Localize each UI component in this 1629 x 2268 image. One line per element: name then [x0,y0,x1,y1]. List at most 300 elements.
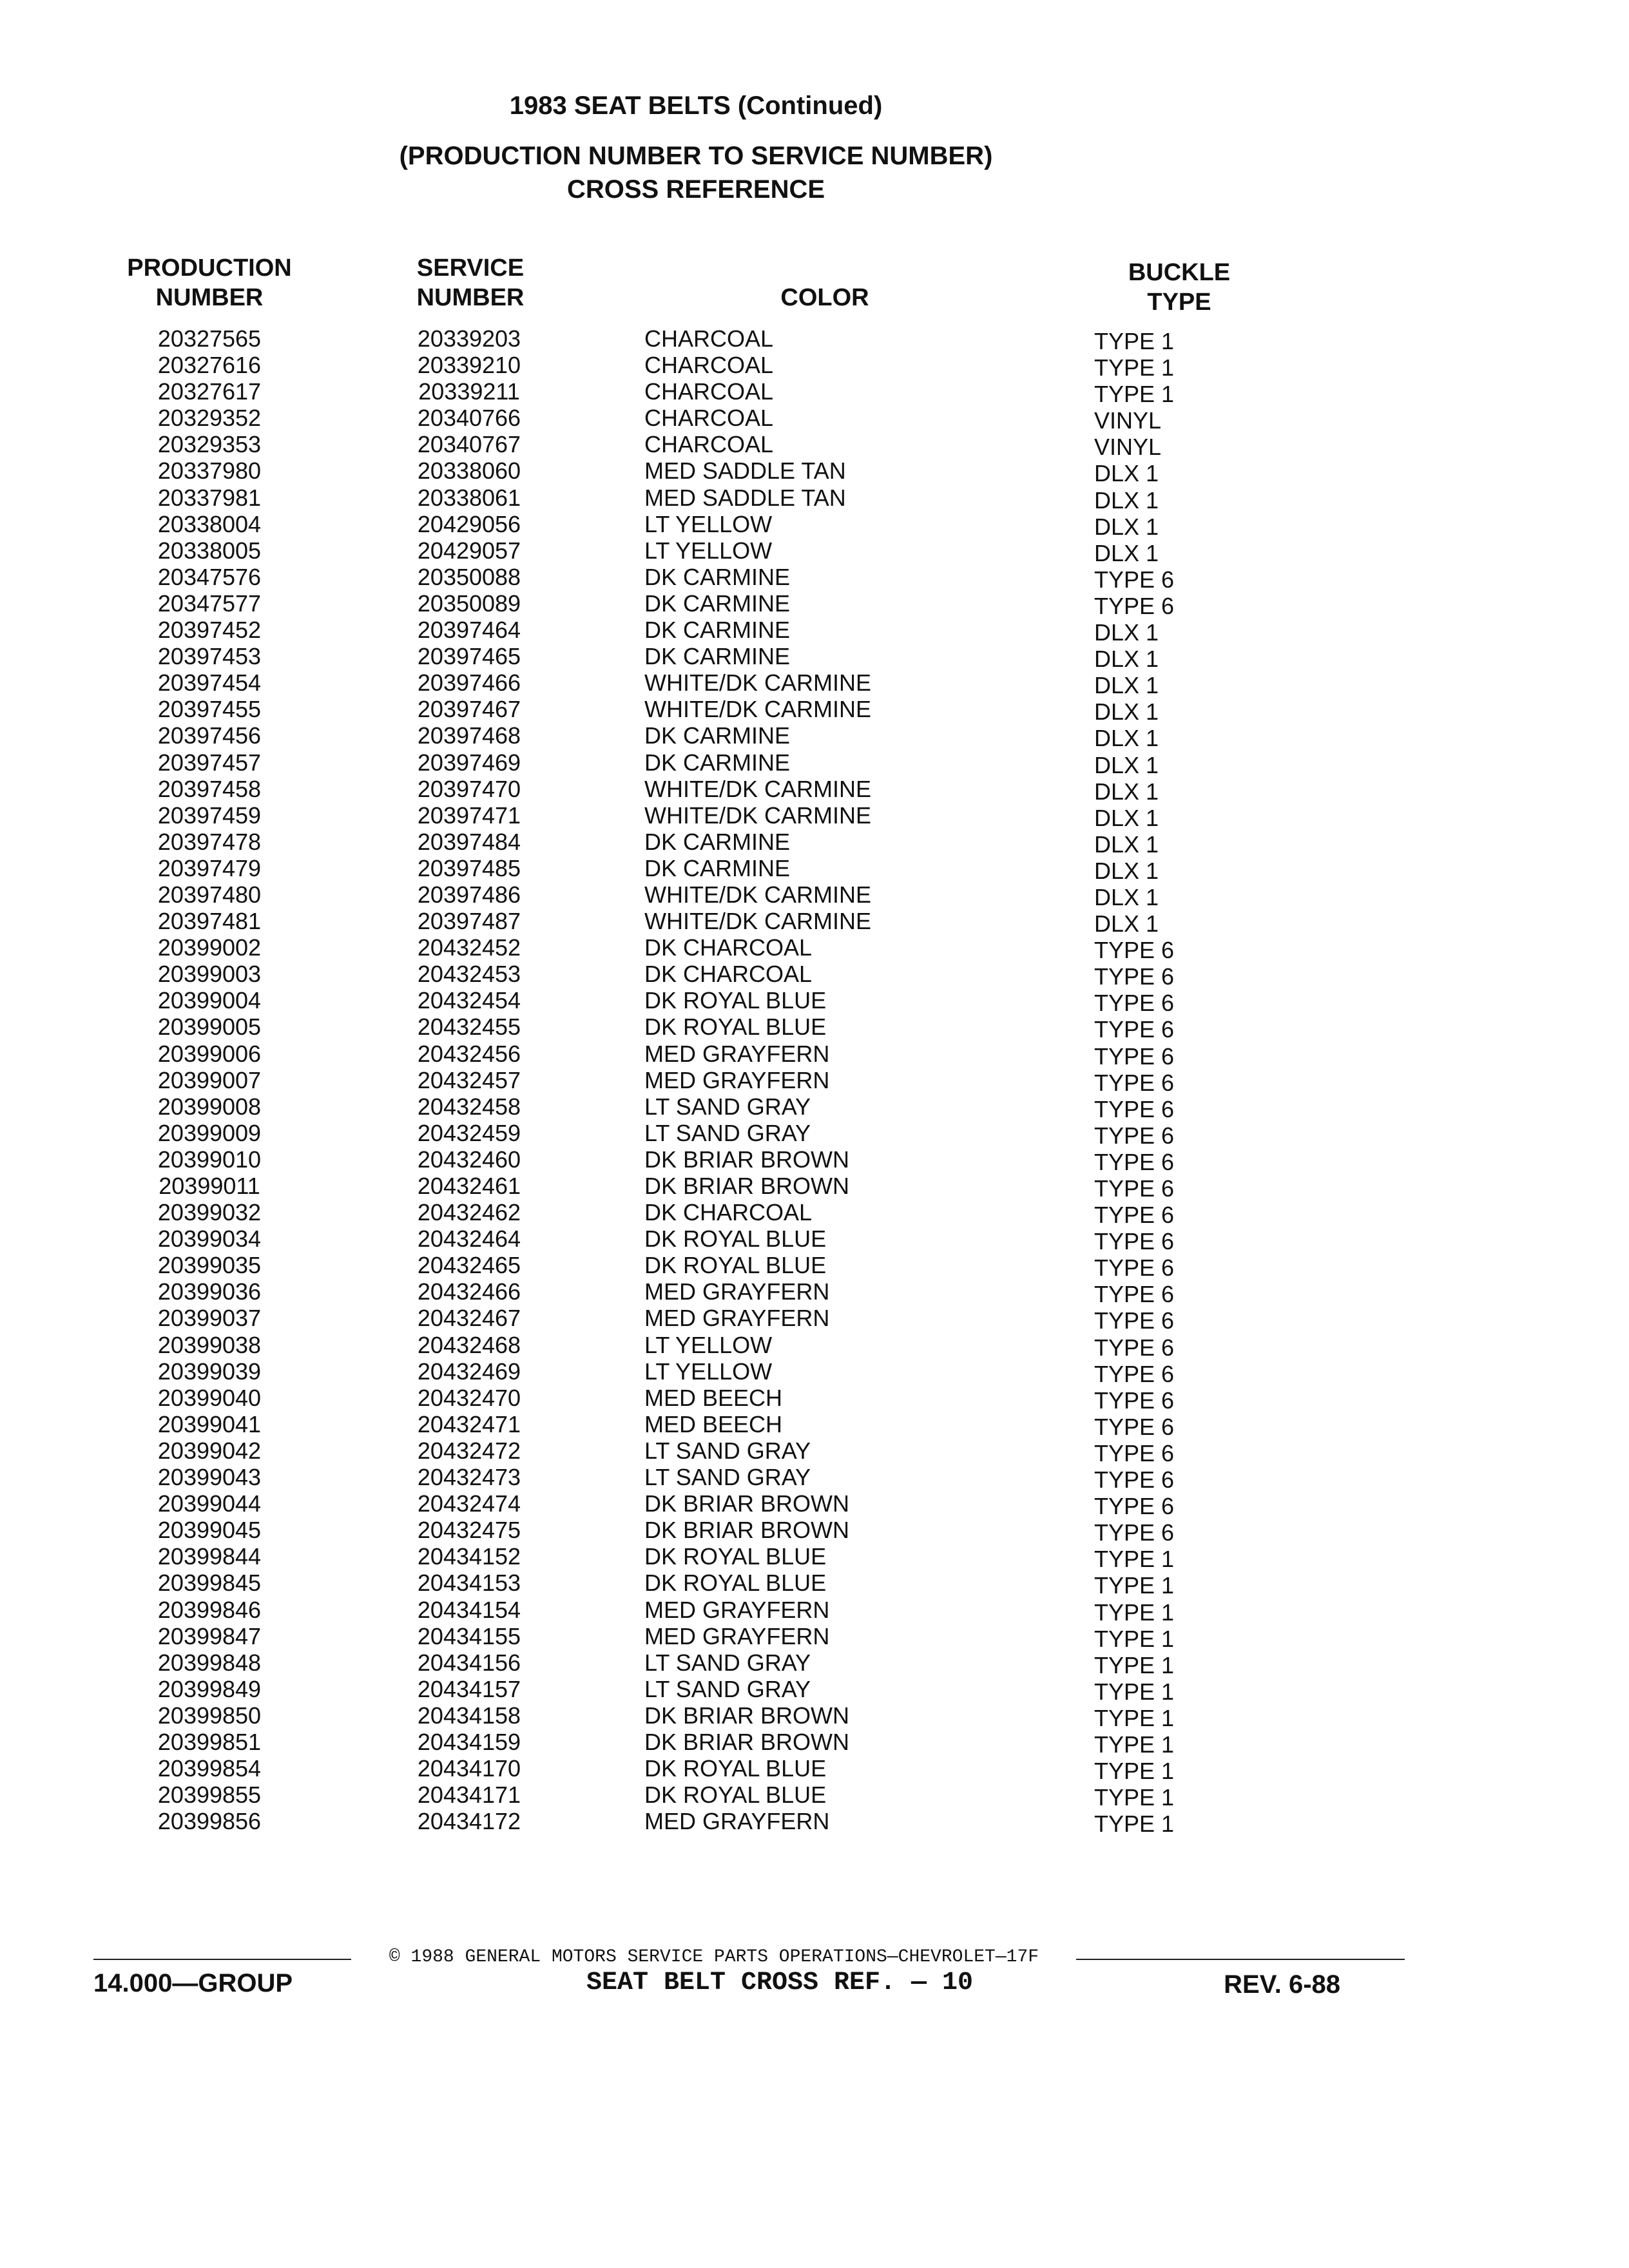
buckle-type-cell: DLX 1 [1094,778,1159,805]
service-number-cell: 20397470 [417,775,521,802]
page-title: 1983 SEAT BELTS (Continued) [509,91,883,120]
table-row [0,961,1629,990]
service-number-cell: 20338061 [417,484,521,511]
production-number-cell: 20397454 [157,669,262,697]
buckle-type-cell: TYPE 6 [1094,963,1175,990]
buckle-type-cell: VINYL [1094,407,1162,434]
table-row [0,1649,1629,1676]
table-row [0,722,1629,752]
footer-rule-right [1076,1959,1405,1960]
production-number-cell: 20399005 [157,1014,262,1041]
column-header-line: BUCKLE [1128,259,1231,286]
service-number-cell: 20432465 [417,1252,521,1279]
production-number-cell: 20399847 [157,1622,262,1649]
service-number-cell: 20432464 [417,1225,521,1253]
buckle-type-cell: VINYL [1094,434,1162,461]
service-number-cell: 20432461 [417,1173,521,1199]
color-cell: DK ROYAL BLUE [644,1570,827,1597]
buckle-type-cell: TYPE 6 [1094,1466,1175,1494]
service-number-cell: 20350088 [417,563,521,590]
production-number-cell: 20397479 [157,854,262,881]
production-number-cell: 20397458 [157,775,262,802]
buckle-type-cell: TYPE 6 [1094,1281,1175,1308]
service-number-cell: 20434158 [417,1702,521,1729]
color-cell: MED BEECH [644,1384,783,1411]
color-cell: MED SADDLE TAN [644,484,846,511]
service-number-cell: 20432468 [417,1331,521,1358]
service-number-cell: 20434152 [417,1543,521,1570]
service-number-cell: 20434157 [417,1675,521,1702]
buckle-type-cell: TYPE 6 [1094,990,1175,1017]
production-number-cell: 20327617 [157,378,262,405]
color-cell: DK CHARCOAL [644,961,813,988]
service-number-cell: 20432467 [417,1305,521,1332]
production-number-cell: 20399045 [157,1517,262,1544]
buckle-type-cell: DLX 1 [1094,672,1159,699]
color-cell: DK BRIAR BROWN [644,1173,850,1199]
service-number-cell: 20350089 [417,590,521,617]
table-row [0,1305,1629,1334]
production-number-cell: 20399007 [157,1066,262,1093]
buckle-type-cell: TYPE 1 [1094,1651,1175,1678]
service-number-cell: 20432466 [417,1278,521,1305]
buckle-type-cell: TYPE 1 [1094,1546,1175,1573]
table-row [0,802,1629,829]
column-header-production-number [110,253,309,312]
color-cell: DK CARMINE [644,590,791,617]
service-number-cell: 20432458 [417,1093,521,1120]
buckle-type-cell: TYPE 6 [1094,1122,1175,1149]
production-number-cell: 20399856 [157,1808,262,1835]
service-number-cell: 20432456 [417,1040,521,1067]
service-number-cell: 20432470 [417,1384,521,1411]
production-number-cell: 20397457 [157,749,262,776]
service-number-cell: 20432472 [417,1437,521,1464]
table-row [0,1252,1629,1282]
table-row [0,881,1629,908]
production-number-cell: 20399844 [157,1543,262,1570]
service-number-cell: 20397467 [417,696,521,723]
table-row [0,1040,1629,1070]
table-row [0,908,1629,937]
footer-group: 14.000—GROUP [93,1969,293,1997]
service-number-cell: 20434171 [417,1782,521,1809]
table-row [0,1358,1629,1385]
color-cell: LT SAND GRAY [644,1675,811,1702]
service-number-cell: 20434159 [417,1728,521,1755]
table-row [0,484,1629,514]
color-cell: WHITE/DK CARMINE [644,775,872,802]
service-number-cell: 20432460 [417,1146,521,1173]
service-number-cell: 20432459 [417,1119,521,1146]
service-number-cell: 20429056 [417,510,521,537]
table-row [0,590,1629,617]
production-number-cell: 20399848 [157,1649,262,1676]
service-number-cell: 20434153 [417,1570,521,1597]
buckle-type-cell: TYPE 1 [1094,1678,1175,1705]
production-number-cell: 20399041 [157,1410,262,1437]
service-number-cell: 20434154 [417,1596,521,1623]
service-number-cell: 20397466 [417,669,521,697]
color-cell: WHITE/DK CARMINE [644,908,872,935]
color-cell: MED SADDLE TAN [644,457,846,485]
production-number-cell: 20399036 [157,1278,262,1305]
service-number-cell: 20397487 [417,908,521,935]
buckle-type-cell: TYPE 6 [1094,1439,1175,1466]
service-number-cell: 20338060 [417,457,521,485]
buckle-type-cell: TYPE 1 [1094,381,1175,408]
table-row [0,669,1629,699]
table-row [0,1490,1629,1520]
service-number-cell: 20434172 [417,1808,521,1835]
production-number-cell: 20399034 [157,1225,262,1253]
buckle-type-cell: TYPE 6 [1094,1519,1175,1546]
production-number-cell: 20399032 [157,1199,262,1226]
service-number-cell: 20397469 [417,749,521,776]
buckle-type-cell: TYPE 6 [1094,1334,1175,1361]
production-number-cell: 20399851 [157,1728,262,1755]
table-row [0,696,1629,726]
buckle-type-cell: TYPE 6 [1094,1148,1175,1175]
color-cell: CHARCOAL [644,378,774,405]
column-header-line: NUMBER [416,284,525,311]
color-cell: DK CARMINE [644,617,791,644]
buckle-type-cell: TYPE 6 [1094,566,1175,593]
color-cell: WHITE/DK CARMINE [644,669,872,697]
service-number-cell: 20432457 [417,1066,521,1093]
color-cell: MED GRAYFERN [644,1040,830,1067]
buckle-type-cell: TYPE 6 [1094,1413,1175,1440]
buckle-type-cell: TYPE 6 [1094,1069,1175,1096]
color-cell: WHITE/DK CARMINE [644,881,872,908]
buckle-type-cell: TYPE 6 [1094,1228,1175,1255]
buckle-type-cell: TYPE 1 [1094,1572,1175,1599]
color-cell: LT SAND GRAY [644,1464,811,1491]
buckle-type-cell: TYPE 6 [1094,1016,1175,1043]
table-row [0,775,1629,805]
production-number-cell: 20399002 [157,934,262,961]
production-number-cell: 20399854 [157,1755,262,1782]
buckle-type-cell: DLX 1 [1094,910,1159,937]
production-number-cell: 20399038 [157,1331,262,1358]
production-number-cell: 20399044 [157,1490,262,1517]
service-number-cell: 20397464 [417,617,521,644]
table-row [0,1543,1629,1573]
service-number-cell: 20434155 [417,1622,521,1649]
table-row [0,828,1629,858]
production-number-cell: 20399039 [157,1358,262,1385]
buckle-type-cell: TYPE 1 [1094,1758,1175,1785]
service-number-cell: 20432474 [417,1490,521,1517]
buckle-type-cell: TYPE 1 [1094,1784,1175,1811]
production-number-cell: 20397452 [157,617,262,644]
table-row [0,1675,1629,1705]
color-cell: DK CARMINE [644,563,791,590]
table-row [0,537,1629,564]
color-cell: DK CARMINE [644,749,791,776]
table-row [0,1570,1629,1599]
service-number-cell: 20340767 [417,431,521,458]
production-number-cell: 20337980 [157,457,262,485]
color-cell: DK BRIAR BROWN [644,1702,850,1729]
buckle-type-cell: DLX 1 [1094,857,1159,884]
production-number-cell: 20399042 [157,1437,262,1464]
service-number-cell: 20432473 [417,1464,521,1491]
service-number-cell: 20432462 [417,1199,521,1226]
buckle-type-cell: TYPE 6 [1094,1175,1175,1202]
production-number-cell: 20397453 [157,643,262,670]
color-cell: DK CARMINE [644,643,791,670]
table-row [0,1517,1629,1546]
color-cell: CHARCOAL [644,431,774,458]
production-number-cell: 20338004 [157,510,262,537]
table-row [0,352,1629,381]
buckle-type-cell: TYPE 6 [1094,1493,1175,1520]
color-cell: MED BEECH [644,1410,783,1437]
table-row [0,563,1629,593]
table-row [0,1119,1629,1149]
service-number-cell: 20339203 [417,325,521,352]
page-subtitle: (PRODUCTION NUMBER TO SERVICE NUMBER) [399,142,993,170]
service-number-cell: 20432469 [417,1358,521,1385]
color-cell: DK ROYAL BLUE [644,1252,827,1279]
table-row [0,1728,1629,1758]
service-number-cell: 20339211 [418,378,520,405]
buckle-type-cell: TYPE 6 [1094,1043,1175,1070]
service-number-cell: 20432453 [417,961,521,988]
production-number-cell: 20337981 [157,484,262,511]
column-header-service-number [387,253,554,312]
color-cell: DK ROYAL BLUE [644,1543,827,1570]
color-cell: CHARCOAL [644,325,774,352]
production-number-cell: 20399010 [157,1146,262,1173]
color-cell: MED GRAYFERN [644,1278,830,1305]
table-row [0,510,1629,540]
buckle-type-cell: DLX 1 [1094,460,1159,487]
production-number-cell: 20399043 [157,1464,262,1491]
color-cell: MED GRAYFERN [644,1305,830,1332]
table-row [0,1199,1629,1229]
production-number-cell: 20397459 [157,802,262,829]
production-number-cell: 20399850 [157,1702,262,1729]
buckle-type-cell: DLX 1 [1094,751,1159,778]
color-cell: LT YELLOW [644,510,773,537]
table-row [0,405,1629,434]
table-row [0,1808,1629,1838]
color-cell: DK ROYAL BLUE [644,1225,827,1253]
color-cell: DK CHARCOAL [644,1199,813,1226]
production-number-cell: 20399004 [157,987,262,1014]
column-header-buckle-type [1089,258,1269,317]
column-header-color: COLOR [780,284,869,311]
production-number-cell: 20347576 [157,563,262,590]
buckle-type-cell: TYPE 1 [1094,328,1175,354]
service-number-cell: 20432475 [417,1517,521,1544]
color-cell: LT SAND GRAY [644,1093,811,1120]
production-number-cell: 20347577 [157,590,262,617]
production-number-cell: 20399849 [157,1675,262,1702]
table-row [0,1596,1629,1626]
service-number-cell: 20340766 [417,405,521,432]
production-number-cell: 20397481 [157,908,262,935]
color-cell: DK BRIAR BROWN [644,1517,850,1544]
buckle-type-cell: TYPE 1 [1094,1599,1175,1626]
service-number-cell: 20432455 [417,1014,521,1041]
table-row [0,987,1629,1017]
color-cell: MED GRAYFERN [644,1596,830,1623]
production-number-cell: 20327565 [157,325,262,352]
buckle-type-cell: TYPE 1 [1094,1704,1175,1731]
table-row [0,457,1629,487]
buckle-type-cell: TYPE 6 [1094,592,1175,619]
column-header-line: TYPE [1147,289,1211,316]
table-row [0,1173,1629,1202]
production-number-cell: 20397478 [157,828,262,855]
color-cell: DK BRIAR BROWN [644,1728,850,1755]
table-row [0,1278,1629,1308]
table-row [0,1384,1629,1414]
color-cell: DK ROYAL BLUE [644,1755,827,1782]
production-number-cell: 20329353 [157,431,262,458]
table-row [0,854,1629,884]
buckle-type-cell: TYPE 6 [1094,1095,1175,1122]
table-row [0,1066,1629,1096]
buckle-type-cell: DLX 1 [1094,619,1159,646]
table-row [0,1755,1629,1785]
color-cell: DK ROYAL BLUE [644,1014,827,1041]
service-number-cell: 20397484 [417,828,521,855]
buckle-type-cell: TYPE 6 [1094,1387,1175,1414]
cross-reference-table [0,325,1629,1838]
buckle-type-cell: DLX 1 [1094,698,1159,726]
table-row [0,1464,1629,1494]
production-number-cell: 20338005 [157,537,262,564]
production-number-cell: 20399035 [157,1252,262,1279]
buckle-type-cell: TYPE 6 [1094,1307,1175,1334]
color-cell: LT SAND GRAY [644,1437,811,1464]
table-row [0,643,1629,673]
table-row [0,1702,1629,1729]
production-number-cell: 20329352 [157,405,262,432]
production-number-cell: 20399003 [157,961,262,988]
page-subtitle-cross-reference: CROSS REFERENCE [566,175,825,204]
table-row [0,1782,1629,1811]
buckle-type-cell: TYPE 1 [1094,1731,1175,1758]
production-number-cell: 20399855 [157,1782,262,1809]
table-row [0,934,1629,964]
buckle-type-cell: TYPE 6 [1094,937,1175,964]
column-header-line: NUMBER [155,284,264,311]
service-number-cell: 20397485 [417,854,521,881]
color-cell: LT SAND GRAY [644,1649,811,1676]
buckle-type-cell: DLX 1 [1094,883,1159,910]
production-number-cell: 20399008 [157,1093,262,1120]
buckle-type-cell: DLX 1 [1094,486,1159,514]
table-row [0,1146,1629,1173]
buckle-type-cell: TYPE 6 [1094,1360,1175,1387]
color-cell: DK CHARCOAL [644,934,813,961]
production-number-cell: 20399040 [157,1384,262,1411]
buckle-type-cell: DLX 1 [1094,646,1159,673]
buckle-type-cell: TYPE 6 [1094,1202,1175,1229]
color-cell: WHITE/DK CARMINE [644,802,872,829]
table-row [0,378,1629,408]
service-number-cell: 20397486 [417,881,521,908]
color-cell: LT YELLOW [644,1358,773,1385]
color-cell: MED GRAYFERN [644,1066,830,1093]
color-cell: LT YELLOW [644,1331,773,1358]
color-cell: DK ROYAL BLUE [644,1782,827,1809]
service-number-cell: 20432454 [417,987,521,1014]
color-cell: DK CARMINE [644,722,791,749]
service-number-cell: 20432452 [417,934,521,961]
buckle-type-cell: DLX 1 [1094,804,1159,831]
column-header-line: SERVICE [416,255,525,282]
footer-copyright: © 1988 GENERAL MOTORS SERVICE PARTS OPERATIONS—CHEVROLET—17F [389,1947,1039,1967]
color-cell: WHITE/DK CARMINE [644,696,872,723]
service-number-cell: 20397465 [417,643,521,670]
service-number-cell: 20339210 [417,352,521,379]
buckle-type-cell: DLX 1 [1094,725,1159,752]
color-cell: CHARCOAL [644,405,774,432]
table-row [0,325,1629,352]
service-number-cell: 20397468 [417,722,521,749]
production-number-cell: 20399846 [157,1596,262,1623]
table-row [0,1622,1629,1652]
table-row [0,1093,1629,1120]
buckle-type-cell: DLX 1 [1094,513,1159,540]
table-row [0,1410,1629,1440]
buckle-type-cell: TYPE 1 [1094,1811,1175,1838]
buckle-type-cell: TYPE 1 [1094,354,1175,381]
color-cell: MED GRAYFERN [644,1622,830,1649]
production-number-cell: 20397456 [157,722,262,749]
service-number-cell: 20429057 [417,537,521,564]
color-cell: MED GRAYFERN [644,1808,830,1835]
buckle-type-cell: DLX 1 [1094,539,1159,566]
footer-rule-left [93,1959,351,1960]
footer-section: SEAT BELT CROSS REF. — 10 [586,1968,974,1997]
table-row [0,1225,1629,1255]
production-number-cell: 20399037 [157,1305,262,1332]
production-number-cell: 20399006 [157,1040,262,1067]
table-row [0,1437,1629,1464]
footer-revision: REV. 6-88 [1224,1970,1340,1999]
color-cell: LT YELLOW [644,537,773,564]
production-number-cell: 20327616 [157,352,262,379]
buckle-type-cell: TYPE 1 [1094,1625,1175,1652]
table-row [0,1014,1629,1043]
color-cell: DK BRIAR BROWN [644,1490,850,1517]
color-cell: CHARCOAL [644,352,774,379]
service-number-cell: 20434156 [417,1649,521,1676]
production-number-cell: 20399011 [159,1173,260,1199]
column-header-line: PRODUCTION [127,255,292,282]
buckle-type-cell: TYPE 6 [1094,1254,1175,1282]
service-number-cell: 20432471 [417,1410,521,1437]
table-row [0,617,1629,646]
buckle-type-cell: DLX 1 [1094,831,1159,858]
table-row [0,1331,1629,1361]
production-number-cell: 20397455 [157,696,262,723]
service-number-cell: 20434170 [417,1755,521,1782]
table-row [0,431,1629,461]
table-row [0,749,1629,776]
color-cell: LT SAND GRAY [644,1119,811,1146]
color-cell: DK BRIAR BROWN [644,1146,850,1173]
color-cell: DK CARMINE [644,854,791,881]
color-cell: DK CARMINE [644,828,791,855]
